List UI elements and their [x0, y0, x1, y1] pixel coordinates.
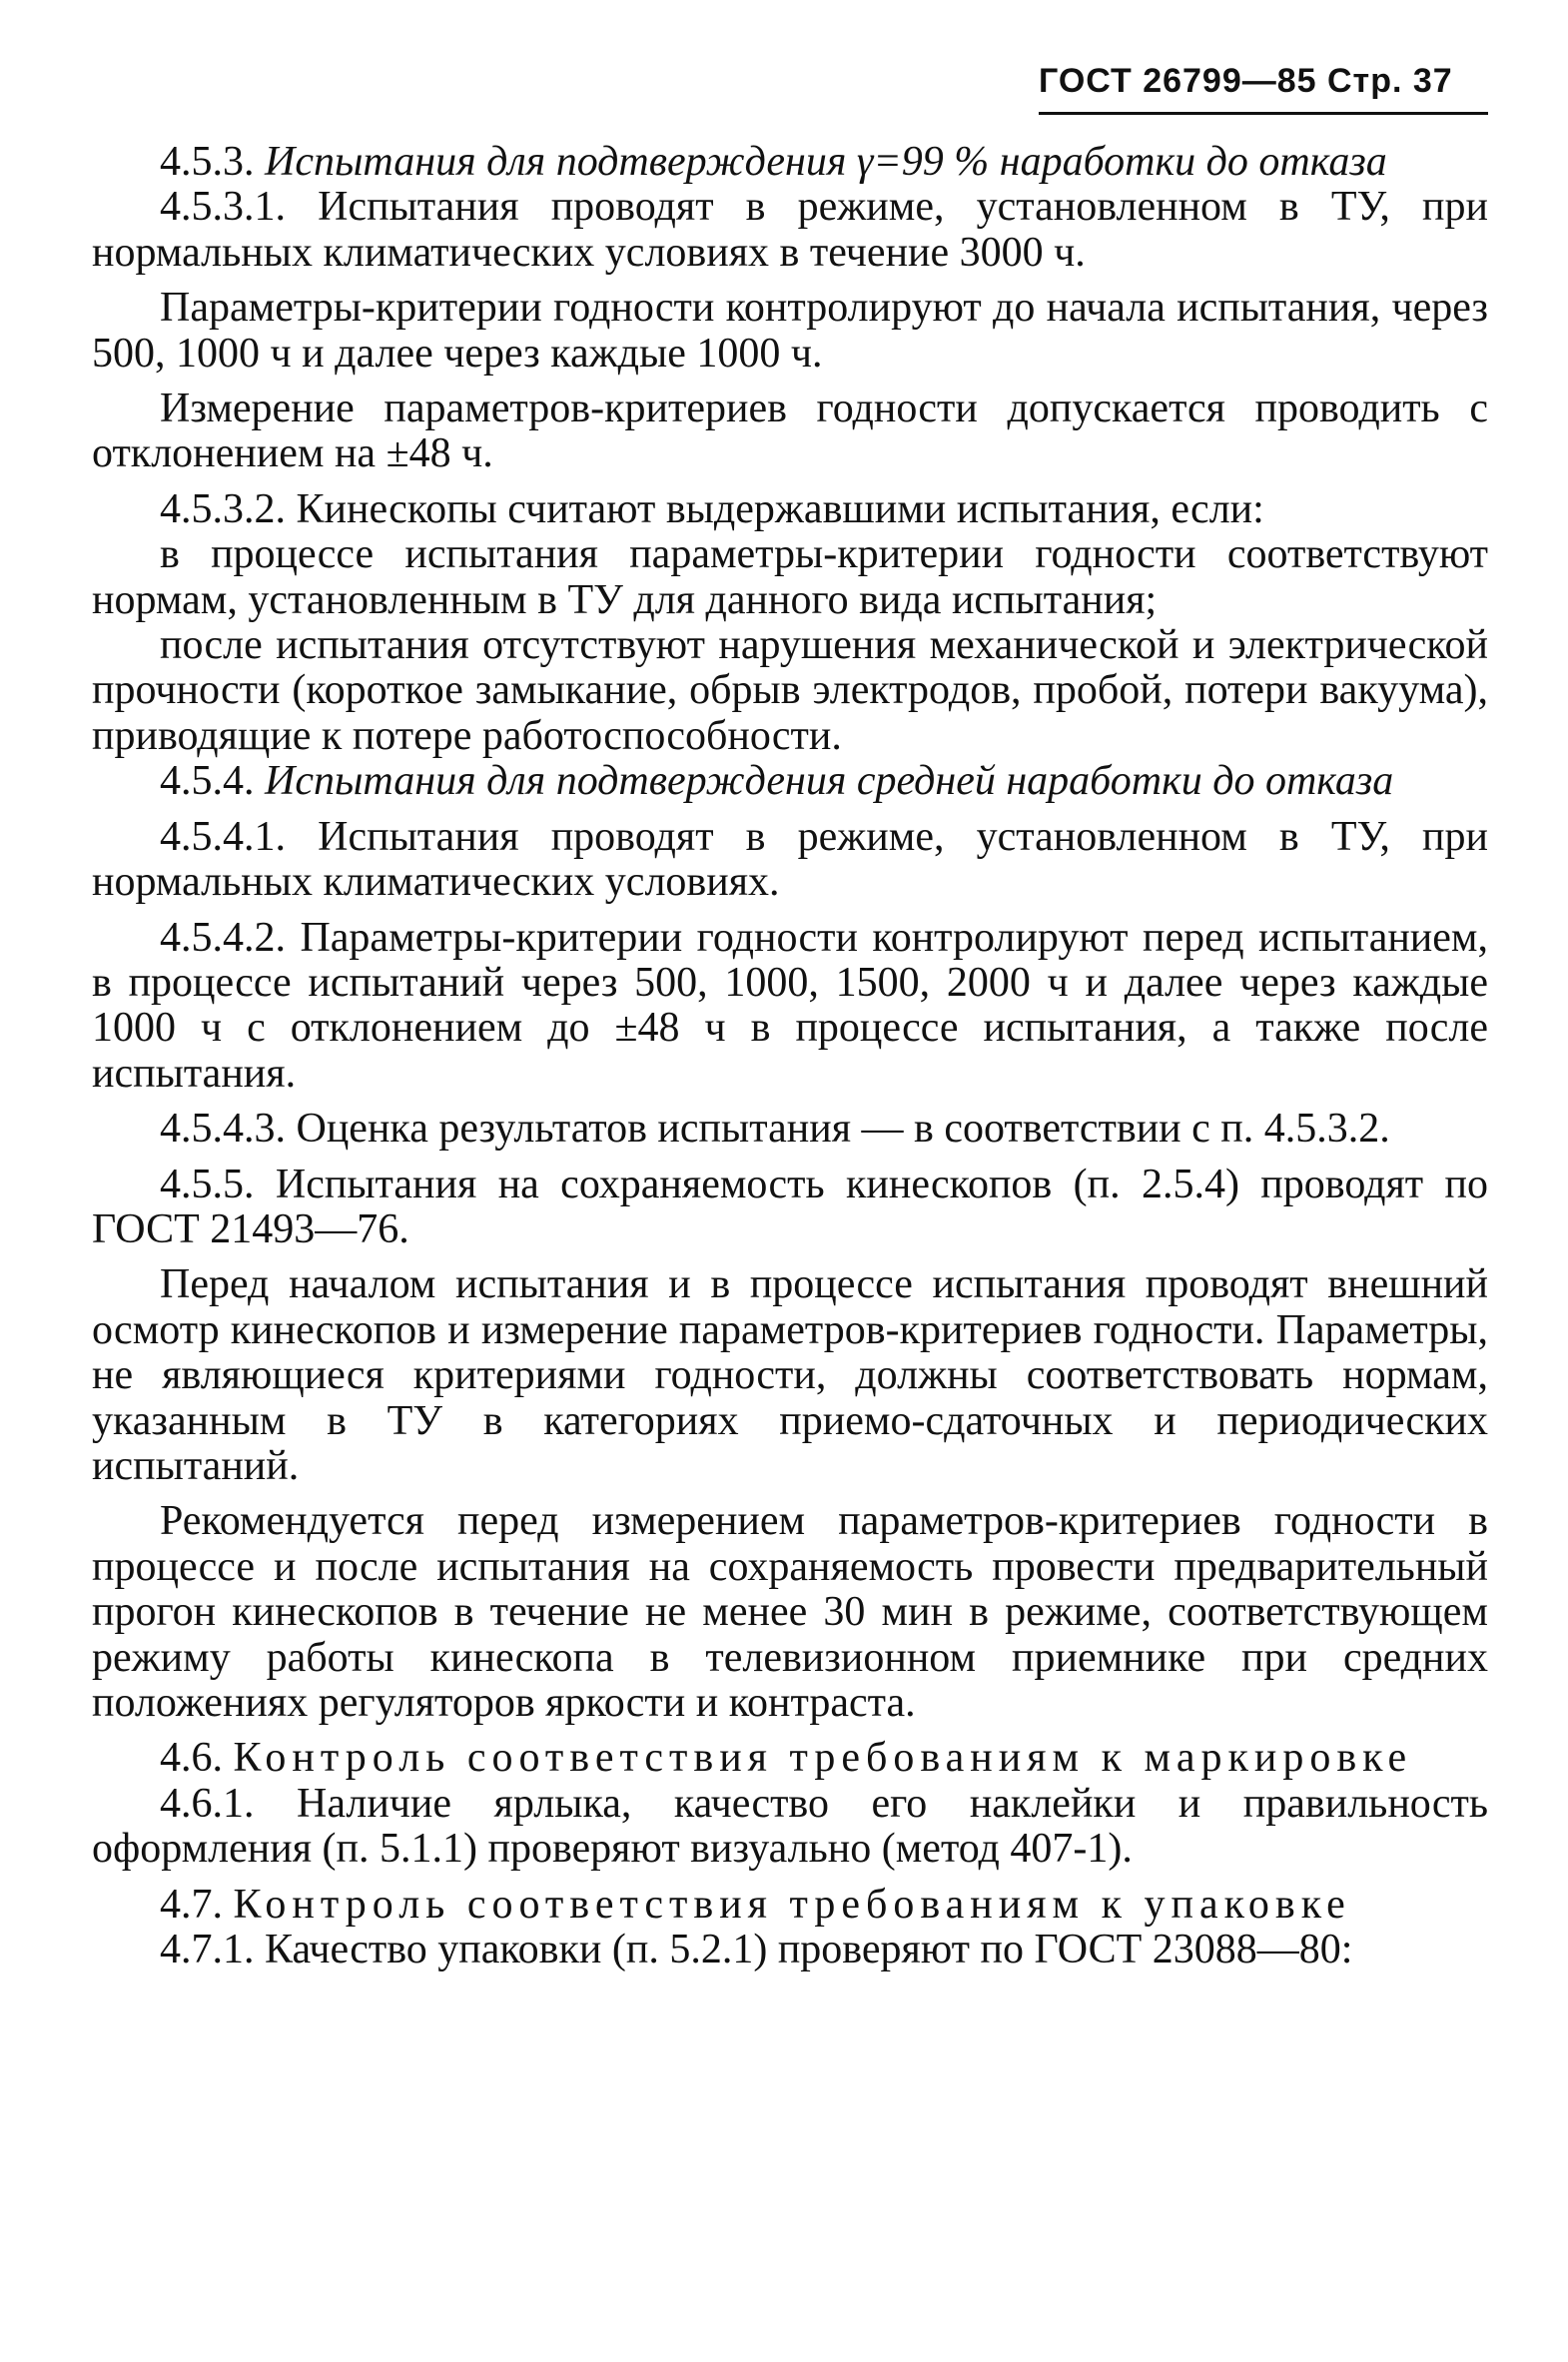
paragraph [92, 532, 1488, 623]
section-title: Контроль соответствия требованиям к маркировке [233, 1735, 1413, 1782]
section-number: 4.5.3. [160, 139, 255, 185]
paragraph [92, 815, 1488, 906]
paragraph-text: Параметры-критерии годности контролируют перед испытанием, в процессе испытаний через 500, 1000, 1500, 2000 ч и далее через каждые 1000 ч с отклонением до ±48 ч в процессе испытания, а также после испытания. [92, 914, 1489, 1097]
section-title: Испытания для подтверждения γ=99 % наработки до отказа [265, 139, 1387, 185]
paragraph-text: в процессе испытания параметры-критерии годности соответствуют нормам, установленным в ТУ для данного вида испытания; [92, 531, 1488, 623]
paragraph-text: Испытания проводят в режиме, установленном в ТУ, при нормальных климатических условиях в течение 3000 ч. [92, 184, 1488, 276]
section-number: 4.5.3.1. [160, 184, 286, 231]
paragraph-text: Кинескопы считают выдержавшими испытания, если: [296, 485, 1264, 532]
paragraph [92, 1928, 1488, 1972]
paragraph [92, 1107, 1488, 1152]
section-number: 4.5.4.3. [160, 1106, 286, 1153]
section-heading [92, 1736, 1488, 1781]
section-number: 4.7.1. [160, 1927, 255, 1973]
paragraph-text: Качество упаковки (п. 5.2.1) проверяют по ГОСТ 23088—80: [265, 1927, 1353, 1973]
section-number: 4.5.3.2. [160, 485, 286, 532]
section-heading [92, 759, 1488, 804]
section-title: Испытания для подтверждения средней наработки до отказа [265, 758, 1394, 805]
paragraph [92, 1163, 1488, 1253]
paragraph-text: Рекомендуется перед измерением параметров-критериев годности в процессе и после испытания на сохраняемость провести предварительный прогон кинескопов в течение не менее 30 мин в режиме, соответствующем режиму работы кинескопа в телевизионном приемнике при средних положениях регуляторов яркости и контраста. [92, 1498, 1488, 1726]
paragraph-text: Оценка результатов испытания — в соответствии с п. 4.5.3.2. [296, 1106, 1390, 1153]
section-number: 4.5.5. [160, 1161, 255, 1207]
section-number: 4.6. [160, 1735, 223, 1782]
section-heading [92, 140, 1488, 185]
paragraph [92, 1262, 1488, 1489]
paragraph [92, 916, 1488, 1098]
paragraph [92, 1782, 1488, 1873]
paragraph-text: Параметры-критерии годности контролируют до начала испытания, через 500, 1000 ч и далее через каждые 1000 ч. [92, 285, 1488, 377]
paragraph [92, 185, 1488, 276]
paragraph [92, 286, 1488, 377]
section-number: 4.7. [160, 1881, 223, 1928]
paragraph-text: Испытания проводят в режиме, установленном в ТУ, при нормальных климатических условиях. [92, 813, 1488, 906]
page-header: ГОСТ 26799—85 Стр. 37 [1039, 62, 1453, 100]
paragraph-text: Измерение параметров-критериев годности допускается проводить с отклонением на ±48 ч. [92, 386, 1488, 477]
section-number: 4.5.4.1. [160, 813, 286, 860]
section-title: Контроль соответствия требованиям к упаковке [233, 1881, 1351, 1928]
document-body [92, 140, 1488, 1972]
section-number: 4.6.1. [160, 1780, 255, 1827]
paragraph-text: Наличие ярлыка, качество его наклейки и правильность оформления (п. 5.1.1) проверяют визуально (метод 407-1). [92, 1780, 1489, 1873]
paragraph [92, 387, 1488, 477]
section-number: 4.5.4. [160, 758, 255, 805]
paragraph [92, 1499, 1488, 1726]
paragraph-text: Перед началом испытания и в процессе испытания проводят внешний осмотр кинескопов и измерение параметров-критериев годности. Параметры, не являющиеся критериями годности, должны соответствовать нормам, указанным в ТУ в категориях приемо-сдаточных и периодических испытаний. [92, 1261, 1488, 1489]
paragraph-text: после испытания отсутствуют нарушения механической и электрической прочности (короткое замыкание, обрыв электродов, пробой, потери вакуума), приводящие к потере работоспособности. [92, 622, 1488, 759]
paragraph-text: Испытания на сохраняемость кинескопов (п. 2.5.4) проводят по ГОСТ 21493—76. [92, 1161, 1489, 1252]
section-number: 4.5.4.2. [160, 914, 286, 961]
section-heading [92, 1883, 1488, 1928]
paragraph [92, 487, 1488, 532]
paragraph [92, 623, 1488, 759]
header-rule [1039, 112, 1488, 115]
